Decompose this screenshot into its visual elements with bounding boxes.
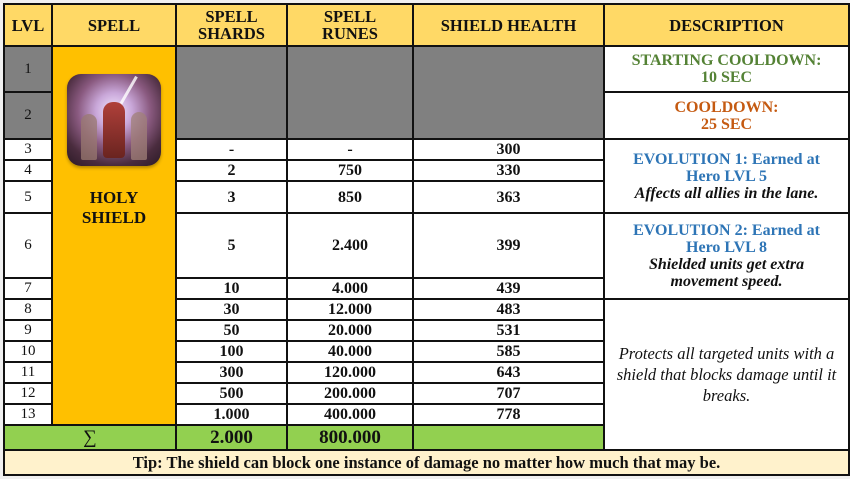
runes-cell: 850 bbox=[287, 181, 413, 213]
header-spell-runes bbox=[287, 4, 413, 46]
shards-cell: 30 bbox=[176, 299, 287, 320]
shards-cell: 10 bbox=[176, 278, 287, 299]
header-spell-shards bbox=[176, 4, 287, 46]
shards-cell: 500 bbox=[176, 383, 287, 404]
spell-stats-table bbox=[3, 3, 850, 476]
health-cell: 643 bbox=[413, 362, 604, 383]
total-runes: 800.000 bbox=[287, 425, 413, 450]
total-shards: 2.000 bbox=[176, 425, 287, 450]
runes-cell: 200.000 bbox=[287, 383, 413, 404]
health-cell: 585 bbox=[413, 341, 604, 362]
header-spell-runes-label: SPELL RUNES bbox=[322, 7, 378, 43]
starting-cooldown-value: 10 SEC bbox=[700, 69, 753, 86]
evolution-1-effect: Affects all allies in the lane. bbox=[634, 184, 819, 202]
spell-name-line1: HOLY bbox=[89, 187, 139, 207]
health-cell: 399 bbox=[413, 213, 604, 278]
health-cell: 330 bbox=[413, 160, 604, 181]
header-spell: SPELL bbox=[52, 4, 176, 46]
runes-cell: 2.400 bbox=[287, 213, 413, 278]
header-description: DESCRIPTION bbox=[604, 4, 849, 46]
header-lvl: LVL bbox=[4, 4, 52, 46]
health-cell: 778 bbox=[413, 404, 604, 425]
evolution-2-hero-level: Hero LVL 8 bbox=[686, 239, 767, 256]
evolution-2-title: EVOLUTION 2: Earned at bbox=[633, 222, 820, 239]
spell-stats-table-container bbox=[3, 3, 848, 476]
lvl-cell: 1 bbox=[4, 46, 52, 92]
shards-cell: 100 bbox=[176, 341, 287, 362]
evolution-2-effect-line2: movement speed. bbox=[670, 273, 783, 290]
starting-cooldown-label: STARTING COOLDOWN: bbox=[631, 52, 822, 69]
runes-cell: 750 bbox=[287, 160, 413, 181]
lvl-cell: 4 bbox=[4, 160, 52, 181]
locked-runes-cell bbox=[287, 46, 413, 139]
evolution-1-title: EVOLUTION 1: Earned at bbox=[633, 150, 820, 168]
tip-row bbox=[4, 450, 849, 475]
shards-cell: 1.000 bbox=[176, 404, 287, 425]
runes-cell: 12.000 bbox=[287, 299, 413, 320]
spell-name-line2: SHIELD bbox=[81, 207, 147, 227]
starting-cooldown-cell bbox=[604, 46, 849, 92]
health-cell: 531 bbox=[413, 320, 604, 341]
evolution-2-effect-line1: Shielded units get extra bbox=[648, 256, 805, 273]
runes-cell: 4.000 bbox=[287, 278, 413, 299]
sum-symbol: ∑ bbox=[4, 425, 176, 450]
health-cell: 300 bbox=[413, 139, 604, 160]
locked-health-cell bbox=[413, 46, 604, 139]
spell-name bbox=[53, 188, 175, 228]
lvl-cell: 12 bbox=[4, 383, 52, 404]
cooldown-value: 25 SEC bbox=[700, 115, 753, 133]
spell-description-text: Protects all targeted units with a shield that blocks damage until it breaks. bbox=[616, 344, 837, 405]
evolution-1-hero-level: Hero LVL 5 bbox=[686, 167, 767, 185]
runes-cell: 400.000 bbox=[287, 404, 413, 425]
lvl-cell: 2 bbox=[4, 92, 52, 139]
shards-cell: 5 bbox=[176, 213, 287, 278]
runes-cell: 120.000 bbox=[287, 362, 413, 383]
lvl-cell: 9 bbox=[4, 320, 52, 341]
shards-cell: 300 bbox=[176, 362, 287, 383]
runes-cell: - bbox=[287, 139, 413, 160]
tip-text: Tip: The shield can block one instance of damage no matter how much that may be. bbox=[4, 450, 849, 475]
health-cell: 483 bbox=[413, 299, 604, 320]
shards-cell: - bbox=[176, 139, 287, 160]
lvl-cell: 10 bbox=[4, 341, 52, 362]
shards-cell: 2 bbox=[176, 160, 287, 181]
health-cell: 363 bbox=[413, 181, 604, 213]
locked-shards-cell bbox=[176, 46, 287, 139]
evolution-1-cell bbox=[604, 139, 849, 213]
spell-description-cell bbox=[604, 299, 849, 450]
header-row bbox=[4, 4, 849, 46]
lvl-cell: 13 bbox=[4, 404, 52, 425]
lvl-cell: 8 bbox=[4, 299, 52, 320]
lvl-cell: 7 bbox=[4, 278, 52, 299]
lvl-cell: 11 bbox=[4, 362, 52, 383]
lvl-cell: 5 bbox=[4, 181, 52, 213]
lvl-cell: 6 bbox=[4, 213, 52, 278]
health-cell: 439 bbox=[413, 278, 604, 299]
cooldown-label: COOLDOWN: bbox=[674, 98, 779, 116]
lvl-cell: 3 bbox=[4, 139, 52, 160]
header-spell-shards-label: SPELL SHARDS bbox=[198, 7, 265, 43]
cooldown-cell bbox=[604, 92, 849, 139]
shards-cell: 3 bbox=[176, 181, 287, 213]
spell-cell bbox=[52, 46, 176, 425]
table-row bbox=[4, 46, 849, 92]
runes-cell: 40.000 bbox=[287, 341, 413, 362]
evolution-2-cell bbox=[604, 213, 849, 299]
holy-shield-spell-icon bbox=[67, 74, 161, 166]
health-cell: 707 bbox=[413, 383, 604, 404]
shards-cell: 50 bbox=[176, 320, 287, 341]
runes-cell: 20.000 bbox=[287, 320, 413, 341]
header-shield-health: SHIELD HEALTH bbox=[413, 4, 604, 46]
total-health-empty bbox=[413, 425, 604, 450]
